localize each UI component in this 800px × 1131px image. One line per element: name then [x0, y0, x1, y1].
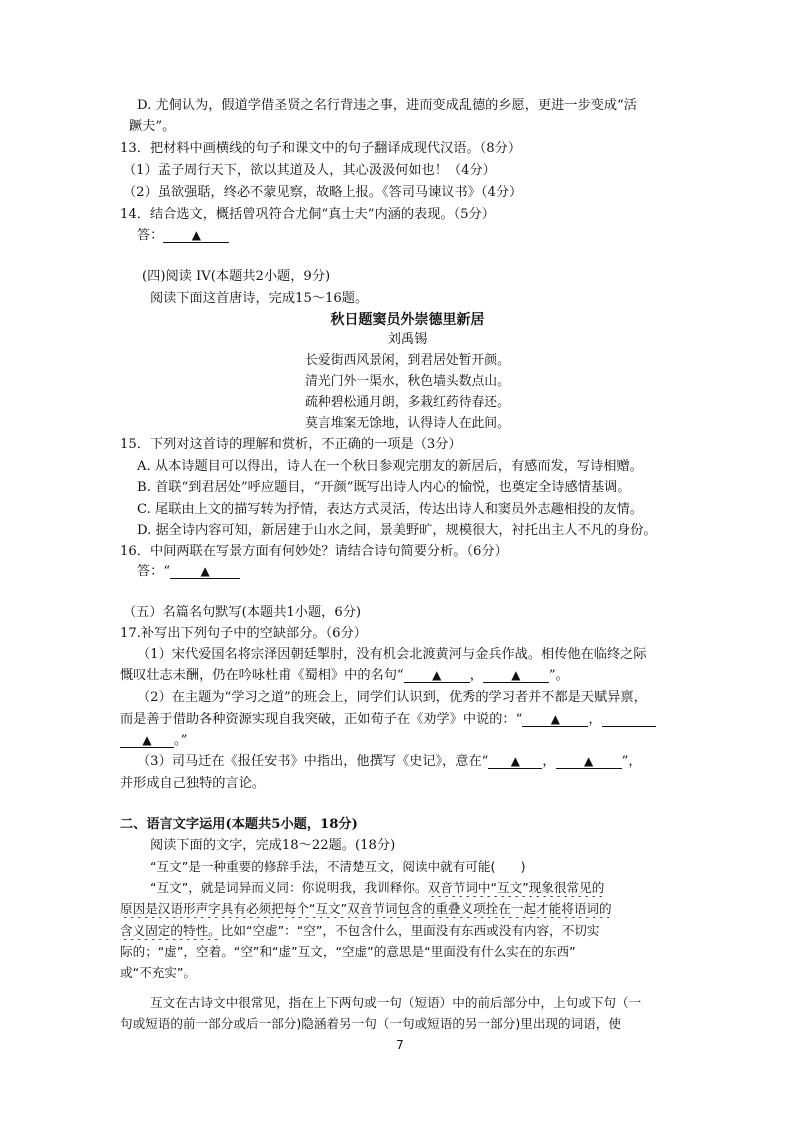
part2-heading: 二、语言文字运用(本题共5小题，18分)	[120, 817, 358, 832]
q15-option-c: C. 尾联由上文的描写转为抒情，表达方式灵活，传达出诗人和窦员外志趣相投的友情。	[137, 502, 643, 517]
q14-answer-blank[interactable]: ▲	[163, 228, 229, 243]
passage-para2-line5: 或“不充实”。	[120, 965, 197, 980]
q14-answer-line	[137, 227, 712, 245]
q15-option-d: D. 据全诗内容可知，新居建于山水之间，景美野旷，规模很大，衬托出主人不凡的身份。	[137, 523, 657, 538]
para2-plain-3: 比如“空虚”：“空”，不包含什么，里面没有东西或没有内容，不切实	[220, 923, 600, 938]
q17-comma: ，	[588, 712, 602, 727]
q17-blank-6[interactable]: ▲	[556, 754, 622, 769]
q17-item2-line3	[120, 732, 695, 750]
q15-stem: 15．下列对这首诗的理解和赏析，不正确的一项是（3分）	[120, 437, 462, 452]
q17-item1-text: 慨叹壮志未酬，仍在吟咏杜甫《蜀相》中的名句“	[120, 668, 404, 683]
passage-para1: “互文”是一种重要的修辞手法，不清楚互文，阅读中就有可能( )	[150, 859, 526, 874]
page-number: 7	[396, 1038, 404, 1052]
q17-item3-line2: 并形成自己独特的言论。	[120, 776, 266, 791]
section4-heading: (四)阅读 IV(本题共2小题，9分)	[142, 269, 331, 284]
q17-item1-line2	[120, 667, 695, 685]
q13-item1: （1）孟子周行天下，欲以其道及人，其心汲汲何如也！（4分）	[123, 163, 496, 178]
q17-item2-close: 。”	[174, 733, 188, 748]
poem-line-3: 疏种碧松通月朗，多栽红药待春还。	[305, 395, 510, 410]
para2-underlined-3: 含义固定的特性。	[120, 923, 221, 938]
q17-item3-text: （3）司马迁在《报任安书》中指出，他撰写《史记》，意在“	[137, 754, 489, 769]
passage-para2-line3	[120, 922, 695, 940]
poem-author: 刘禹锡	[387, 332, 428, 347]
passage-para2-line4: 际的；“虚”，空着。“空”和“虚”互文，“空虚”的意思是“里面没有什么实在的东西”	[120, 944, 576, 959]
q17-item1-close: ”。	[548, 668, 569, 683]
part2-instruction: 阅读下面的文字，完成18～22题。(18分)	[150, 838, 396, 853]
q12-option-d-line1: D. 尤侗认为，假道学借圣贤之名行背违之事，进而变成乱德的乡愿，更进一步变成“活	[137, 98, 637, 113]
q17-comma: ，	[469, 668, 483, 683]
q14-answer-label: 答：	[137, 228, 164, 243]
poem-line-4: 莫言堆案无馀地，认得诗人在此间。	[305, 416, 510, 431]
para2-underlined-1: 双音节词中“互文”现象很常见的	[427, 880, 605, 895]
q17-item3-line1	[137, 753, 712, 771]
para2-plain-1: “互文”，就是词异而义同：你说明我，我训释你。	[150, 880, 428, 895]
q17-comma: ，	[542, 754, 556, 769]
q17-item2-text: 而是善于借助各种资源实现自我突破，正如荀子在《劝学》中说的：“	[120, 712, 523, 727]
q17-item3-close: ”，	[621, 754, 642, 769]
q16-stem: 16．中间两联在写景方面有何妙处？请结合诗句简要分析。（6分）	[120, 544, 508, 559]
q17-blank-4-end[interactable]: ▲	[120, 733, 174, 748]
q17-item2-line1: （2）在主题为“学习之道”的班会上，同学们认识到，优秀的学习者并不都是天赋异禀，	[137, 690, 647, 705]
passage-para2-line2	[120, 900, 695, 918]
section4-instruction: 阅读下面这首唐诗，完成15～16题。	[150, 291, 369, 306]
q12-option-d-line2: 蹶夫”。	[129, 119, 176, 134]
q17-item2-line2	[120, 711, 695, 729]
para2-underlined-2: 原因是汉语形声字具有必须把每个“互文”双音节词包含的重叠义项拴在一起才能将语词的	[120, 901, 612, 916]
poem-title: 秋日题窦员外崇德里新居	[330, 312, 485, 328]
q13-item2: （2）虽欲强聒，终必不蒙见察，故略上报。《答司马谏议书》（4分）	[123, 185, 523, 200]
q16-answer-line	[137, 563, 712, 581]
q17-blank-5[interactable]: ▲	[488, 754, 542, 769]
passage-para3-line1: 互文在古诗文中很常见，指在上下两句或一句（短语）中的前后部分中，上句或下句（一	[150, 995, 642, 1010]
q17-blank-3[interactable]: ▲	[522, 712, 588, 727]
poem-line-1: 长爱街西风景闲，到君居处暂开颜。	[305, 353, 510, 368]
q13-stem: 13．把材料中画横线的句子和课文中的句子翻译成现代汉语。（8分）	[120, 141, 522, 156]
q17-stem: 17.补写出下列句子中的空缺部分。（6分）	[120, 626, 367, 641]
poem-line-2: 清光门外一渠水，秋色墙头数点山。	[305, 374, 510, 389]
q16-answer-blank[interactable]: ▲	[170, 564, 240, 579]
q16-answer-label: 答：“	[137, 564, 171, 579]
q14-stem: 14．结合选文，概括曾巩符合尤侗“真士夫”内涵的表现。（5分）	[120, 207, 495, 222]
passage-para3-line2: 句或短语的前一部分或后一部分)隐涵着另一句（一句或短语的另一部分)里出现的词语，使	[120, 1016, 621, 1031]
q15-option-a: A. 从本诗题目可以得出，诗人在一个秋日参观完朋友的新居后，有感而发，写诗相赠。	[137, 459, 643, 474]
q17-blank-2[interactable]: ▲	[483, 668, 549, 683]
q17-blank-4-start[interactable]	[602, 712, 656, 727]
section5-heading: （五）名篇名句默写(本题共1小题，6分)	[123, 605, 362, 620]
q17-item1-line1: （1）宋代爱国名将宗泽因朝廷掣肘，没有机会北渡黄河与金兵作战。相传他在临终之际	[137, 647, 647, 662]
passage-para2-line1	[150, 879, 725, 897]
q15-option-b: B. 首联“到君居处”呼应题目，“开颜”既写出诗人内心的愉悦，也奠定全诗感情基调。	[137, 480, 631, 495]
q17-blank-1[interactable]: ▲	[404, 668, 470, 683]
